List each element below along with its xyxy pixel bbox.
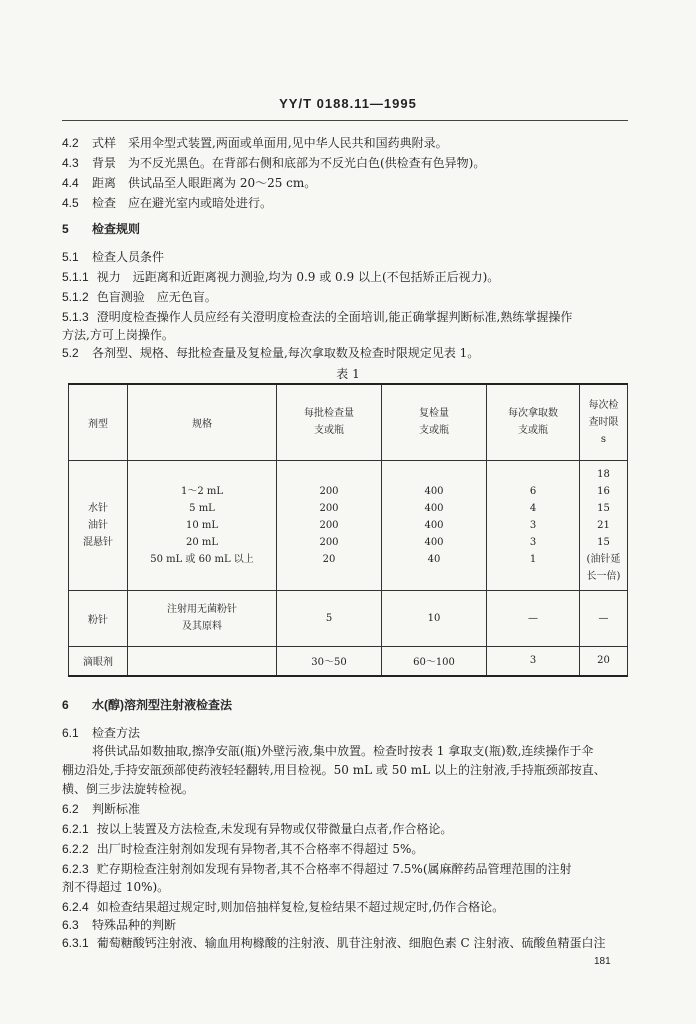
cell-line: 15 — [597, 502, 610, 514]
clause-5-1 — [62, 250, 164, 265]
cell-form: 滴眼剂 — [69, 646, 128, 676]
header-line: 支或瓶 — [419, 425, 449, 437]
cell-line: 5 mL — [189, 502, 215, 514]
item-4-4 — [62, 176, 316, 191]
section-6-heading — [62, 698, 232, 713]
clause-text: 贮存期检查注射剂如发现有异物者,其不合格率不得超过 7.5%(属麻醉药品管理范围的注射 — [96, 862, 572, 876]
clause-number: 5.1.3 — [62, 310, 89, 324]
header-take — [487, 384, 580, 460]
clause-text: 出厂时检查注射剂如发现有异物者,其不合格率不得超过 5%。 — [96, 842, 424, 856]
cell-line: 油针 — [88, 519, 108, 531]
clause-5-1-2 — [62, 290, 217, 305]
running-header: YY/T 0188.11—1995 — [279, 96, 417, 111]
item-4-3 — [62, 156, 485, 171]
cell-line: 16 — [597, 485, 610, 497]
table-row — [69, 590, 628, 646]
section-number: 6 — [62, 698, 69, 712]
clause-number: 6.2.4 — [62, 900, 89, 914]
clause-5-1-3 — [62, 310, 572, 325]
cell-line: 3 — [529, 536, 537, 548]
clause-number: 6.2.2 — [62, 842, 89, 856]
clause-text: 各剂型、规格、每批检查量及复检量,每次拿取数及检查时限规定见表 1。 — [92, 346, 480, 360]
clause-6-1 — [62, 726, 140, 741]
header-line: 每次拿取数 — [508, 408, 558, 420]
cell-line: 及其原料 — [182, 621, 222, 632]
cell-line: 21 — [597, 519, 610, 531]
clause-5-1-1 — [62, 270, 499, 285]
cell-line: 20 mL — [185, 536, 219, 548]
cell-line: 注射用无菌粉针 — [167, 604, 237, 615]
cell-spec — [128, 460, 277, 590]
cell-recheck — [382, 460, 487, 590]
clause-number: 5.1.1 — [62, 270, 89, 284]
section-number: 5 — [62, 222, 69, 236]
header-line: 支或瓶 — [314, 425, 344, 437]
header-time — [580, 384, 628, 460]
cell-line: 15 — [597, 536, 610, 548]
clause-text: 检查方法 — [92, 726, 141, 740]
cell-time: 20 — [580, 646, 628, 676]
cell-recheck: 60～100 — [382, 646, 487, 676]
cell-line: 200 — [319, 519, 339, 531]
paragraph-6-1-line3: 横、倒三步法旋转检视。 — [62, 782, 195, 796]
clause-number: 6.1 — [62, 726, 79, 740]
cell-line: 400 — [424, 502, 444, 514]
paragraph-6-1-line1: 将供试品如数抽取,擦净安瓿(瓶)外壁污液,集中放置。检查时按表 1 拿取支(瓶)数,连续操作于伞 — [92, 744, 594, 758]
section-5-heading — [62, 222, 140, 237]
item-4-5 — [62, 196, 272, 211]
clause-6-2-3 — [62, 862, 572, 877]
header-spec: 规格 — [128, 384, 277, 460]
header-line: 支或瓶 — [518, 425, 548, 437]
clause-6-2-3-cont: 剂不得超过 10%)。 — [62, 880, 170, 894]
item-number: 4.2 — [62, 136, 79, 150]
clause-6-2 — [62, 802, 140, 817]
clause-text: 如检查结果超过规定时,则加倍抽样复检,复检结果不超过规定时,仍作合格论。 — [96, 900, 505, 914]
clause-text: 判断标准 — [92, 802, 141, 816]
clause-text: 葡萄糖酸钙注射液、输血用枸橼酸的注射液、肌苷注射液、细胞色素 C 注射液、硫酸鱼精蛋白注 — [96, 936, 606, 950]
header-batch — [277, 384, 382, 460]
section-title: 水(醇)溶剂型注射液检查法 — [92, 698, 232, 712]
cell-line: 4 — [529, 502, 537, 514]
cell-form: 粉针 — [69, 590, 128, 646]
clause-5-2 — [62, 346, 479, 361]
table-row — [69, 460, 628, 590]
clause-number: 5.2 — [62, 346, 79, 360]
clause-6-3-1 — [62, 936, 606, 951]
cell-line: 400 — [424, 485, 444, 497]
cell-line: 1～2 mL — [180, 485, 224, 497]
cell-line: 10 mL — [185, 519, 219, 531]
cell-spec — [128, 590, 277, 646]
cell-line: 1 — [529, 553, 537, 565]
cell-line: 40 — [427, 553, 441, 565]
cell-time — [580, 460, 628, 590]
section-title: 检查规则 — [92, 222, 141, 236]
clause-6-2-1 — [62, 822, 452, 837]
item-number: 4.3 — [62, 156, 79, 170]
table-header-row — [69, 384, 628, 460]
clause-text: 视力 远距离和近距离视力测验,均为 0.9 或 0.9 以上(不包括矫正后视力)。 — [96, 270, 500, 284]
clause-number: 6.2 — [62, 802, 79, 816]
item-4-2 — [62, 136, 448, 151]
clause-number: 5.1.2 — [62, 290, 89, 304]
clause-text: 澄明度检查操作人员应经有关澄明度检查法的全面培训,能正确掌握判断标准,熟练掌握操作 — [96, 310, 573, 324]
item-text: 式样 采用伞型式装置,两面或单面用,见中华人民共和国药典附录。 — [92, 136, 448, 150]
clause-text: 色盲测验 应无色盲。 — [96, 290, 217, 304]
cell-line: (油针延长一倍) — [586, 553, 621, 582]
header-recheck — [382, 384, 487, 460]
cell-line: 50 mL 或 60 mL 以上 — [150, 553, 254, 565]
header-line: s — [600, 433, 607, 445]
cell-line: 400 — [424, 519, 444, 531]
clause-5-1-3-cont: 方法,方可上岗操作。 — [62, 328, 174, 342]
cell-line: 200 — [319, 502, 339, 514]
paragraph-6-1-line2: 棚边沿处,手持安瓿颈部使药液轻轻翻转,用目检视。50 mL 或 50 mL 以上的注射液,手持瓶颈部按直、 — [62, 763, 606, 777]
clause-6-2-4 — [62, 900, 504, 915]
cell-line: 400 — [424, 536, 444, 548]
clause-number: 6.3.1 — [62, 936, 89, 950]
cell-batch: 5 — [277, 590, 382, 646]
cell-take: — — [487, 590, 580, 646]
clause-6-3 — [62, 918, 176, 933]
cell-recheck: 10 — [382, 590, 487, 646]
item-text: 背景 为不反光黑色。在背部右侧和底部为不反光白色(供检查有色异物)。 — [92, 156, 486, 170]
clause-number: 6.2.3 — [62, 862, 89, 876]
cell-take: 3 — [487, 646, 580, 676]
cell-line: 200 — [319, 536, 339, 548]
cell-line: 6 — [529, 485, 537, 497]
cell-batch: 30～50 — [277, 646, 382, 676]
page-number: 181 — [594, 956, 611, 967]
cell-line: 混悬针 — [83, 536, 113, 548]
cell-line: 18 — [597, 468, 610, 480]
cell-line: 水针 — [88, 502, 108, 514]
header-form: 剂型 — [69, 384, 128, 460]
clause-number: 6.3 — [62, 918, 79, 932]
header-line: 复检量 — [419, 408, 449, 420]
cell-line: 200 — [319, 485, 339, 497]
cell-take — [487, 460, 580, 590]
clause-6-2-2 — [62, 842, 423, 857]
cell-line: 3 — [529, 519, 537, 531]
header-line: 每次检查时限 — [588, 399, 619, 428]
cell-line: 20 — [322, 553, 336, 565]
item-number: 4.5 — [62, 196, 79, 210]
item-text: 距离 供试品至人眼距离为 20～25 cm。 — [92, 176, 317, 190]
item-text: 检查 应在避光室内或暗处进行。 — [92, 196, 273, 210]
header-rule — [62, 120, 628, 121]
table-caption: 表 1 — [336, 367, 360, 381]
item-number: 4.4 — [62, 176, 79, 190]
clause-text: 检查人员条件 — [92, 250, 165, 264]
header-line: 每批检查量 — [304, 408, 354, 420]
cell-form — [69, 460, 128, 590]
cell-spec — [128, 646, 277, 676]
clause-number: 5.1 — [62, 250, 79, 264]
cell-batch — [277, 460, 382, 590]
table-1 — [68, 383, 628, 677]
table-row — [69, 646, 628, 676]
clause-number: 6.2.1 — [62, 822, 89, 836]
clause-text: 特殊品种的判断 — [92, 918, 177, 932]
cell-time: — — [580, 590, 628, 646]
clause-text: 按以上装置及方法检查,未发现有异物或仅带微量白点者,作合格论。 — [96, 822, 453, 836]
